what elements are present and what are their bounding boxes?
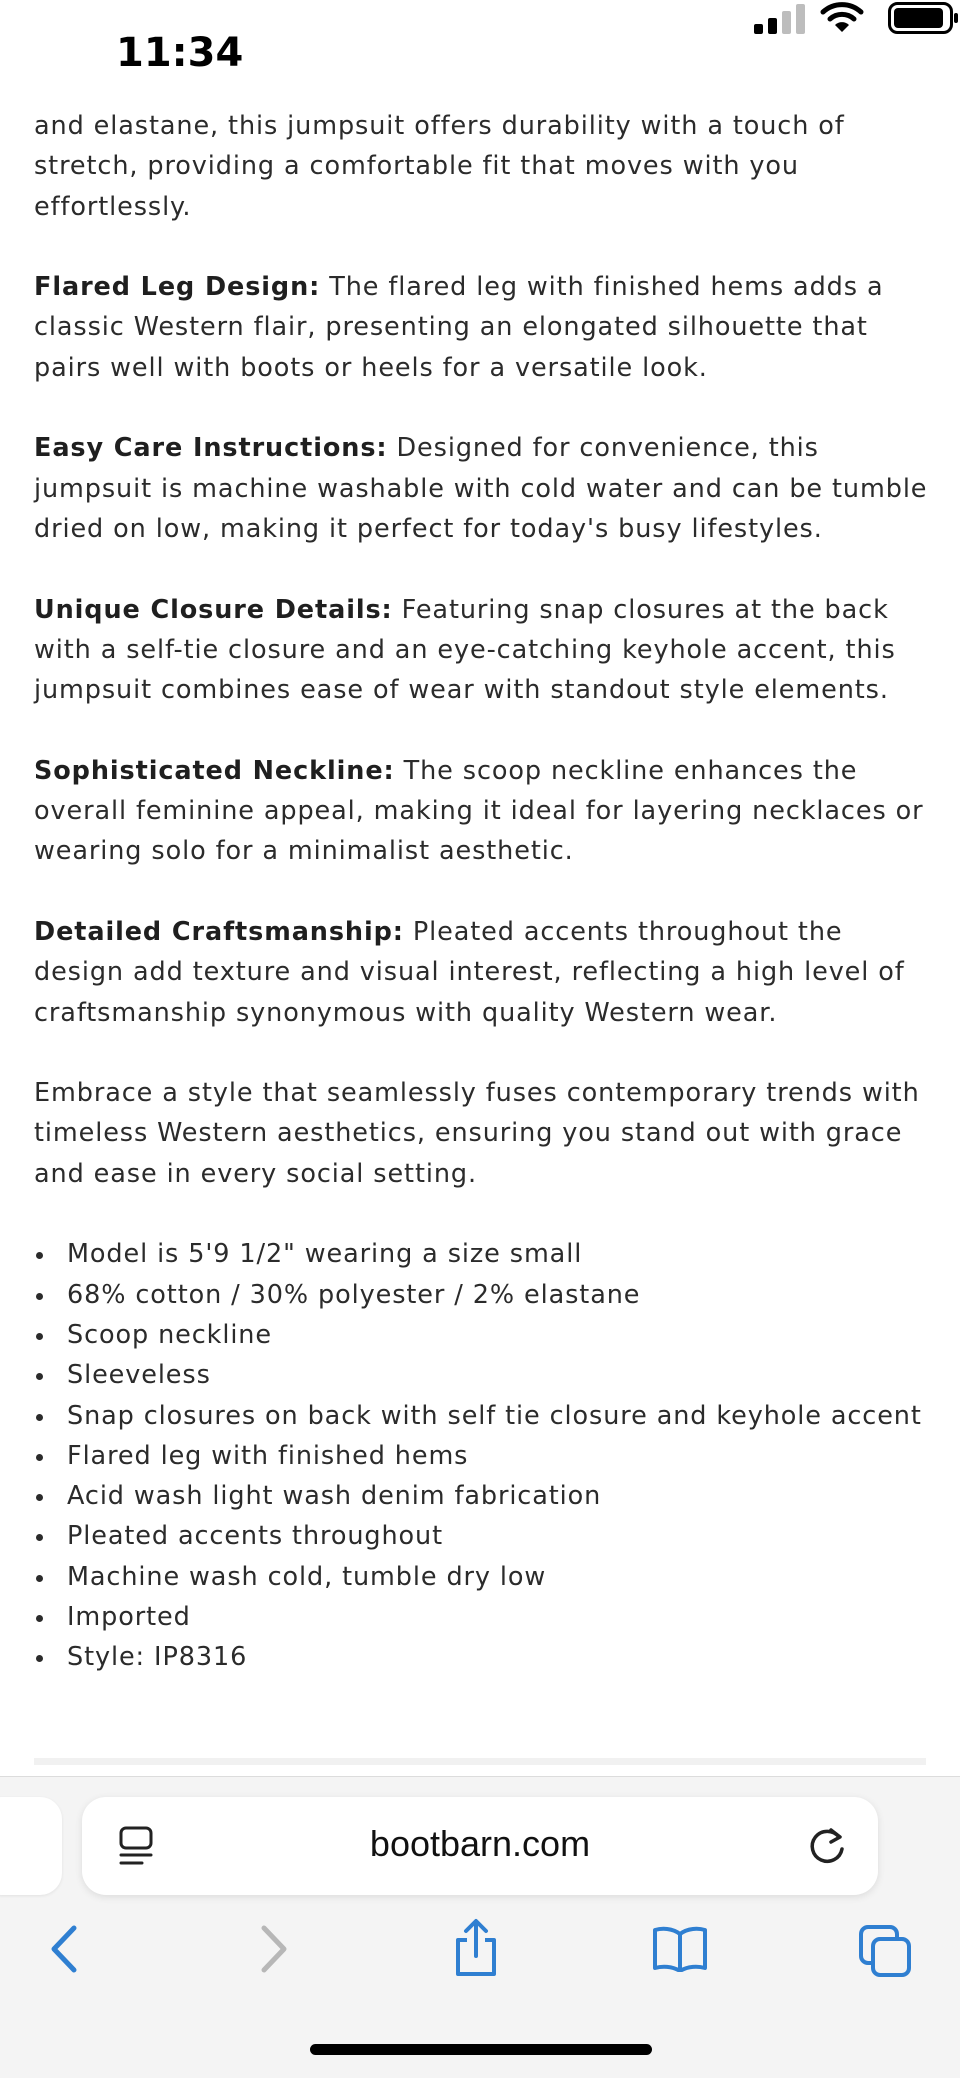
spec-item: 68% cotton / 30% polyester / 2% elastane — [34, 1275, 934, 1315]
spec-item: Machine wash cold, tumble dry low — [34, 1557, 934, 1597]
feature-paragraph — [34, 428, 934, 549]
spec-list — [34, 1234, 934, 1677]
product-description — [34, 80, 934, 1678]
feature-paragraph — [34, 751, 934, 872]
home-indicator — [310, 2044, 652, 2055]
spec-item: Snap closures on back with self tie closure and keyhole accent — [34, 1396, 934, 1436]
spec-item: Sleeveless — [34, 1355, 934, 1395]
feature-text: Featuring snap closures at the back with a self-tie closure and an eye-catching keyhole accent, this jumpsuit combines ease of wear with standout style elements. — [34, 594, 896, 706]
wifi-icon — [820, 0, 864, 34]
spec-item: Imported — [34, 1597, 934, 1637]
feature-text: Designed for convenience, this jumpsuit is machine washable with cold water and can be tumble dried on low, making it perfect for today's busy lifestyles. — [34, 433, 928, 544]
previous-tab-card[interactable] — [0, 1797, 62, 1895]
feature-text: Pleated accents throughout the design add texture and visual interest, reflecting a high level of craftsmanship synonymous with quality Western wear. — [34, 916, 905, 1028]
tabs-icon[interactable] — [858, 1924, 912, 1978]
status-time: 11:34 — [116, 30, 244, 76]
closing-paragraph: Embrace a style that seamlessly fuses contemporary trends with timeless Western aesthetics, ensuring you stand out with grace and ease in every social setting. — [34, 1078, 920, 1189]
feature-paragraph — [34, 267, 934, 388]
reload-icon[interactable] — [806, 1823, 848, 1867]
feature-heading: Unique Closure Details: — [34, 594, 393, 625]
status-bar — [0, 0, 960, 100]
bookmarks-icon[interactable] — [652, 1924, 708, 1972]
spec-item: Model is 5'9 1/2" wearing a size small — [34, 1234, 934, 1274]
feature-paragraph — [34, 912, 934, 1033]
spec-item: Flared leg with finished hems — [34, 1436, 934, 1476]
fabric-paragraph — [34, 106, 934, 227]
url-text[interactable]: bootbarn.com — [369, 1823, 591, 1864]
battery-icon — [888, 2, 960, 34]
feature-paragraph — [34, 590, 934, 711]
feature-heading: Sophisticated Neckline: — [34, 755, 395, 786]
fabric-text: and elastane, this jumpsuit offers durability with a touch of stretch, providing a comfortable fit that moves with you effortlessly. — [34, 111, 845, 222]
forward-icon[interactable] — [254, 1924, 294, 1974]
feature-heading: Easy Care Instructions: — [34, 433, 388, 464]
back-icon[interactable] — [44, 1924, 84, 1974]
spec-item: Pleated accents throughout — [34, 1516, 934, 1556]
spec-item: Acid wash light wash denim fabrication — [34, 1476, 934, 1516]
address-bar[interactable] — [82, 1797, 878, 1895]
section-divider — [34, 1758, 926, 1765]
feature-text: The scoop neckline enhances the overall feminine appeal, making it ideal for layering necklaces or wearing solo for a minimalist aesthetic. — [34, 755, 924, 867]
spec-item: Scoop neckline — [34, 1315, 934, 1355]
feature-text: The flared leg with finished hems adds a classic Western flair, presenting an elongated silhouette that pairs well with boots or heels for a versatile look. — [34, 272, 884, 383]
cellular-signal-icon — [754, 4, 810, 34]
feature-heading: Flared Leg Design: — [34, 272, 321, 303]
share-icon[interactable] — [450, 1918, 502, 1978]
spec-item: Style: IP8316 — [34, 1637, 934, 1677]
feature-heading: Detailed Craftsmanship: — [34, 916, 404, 947]
